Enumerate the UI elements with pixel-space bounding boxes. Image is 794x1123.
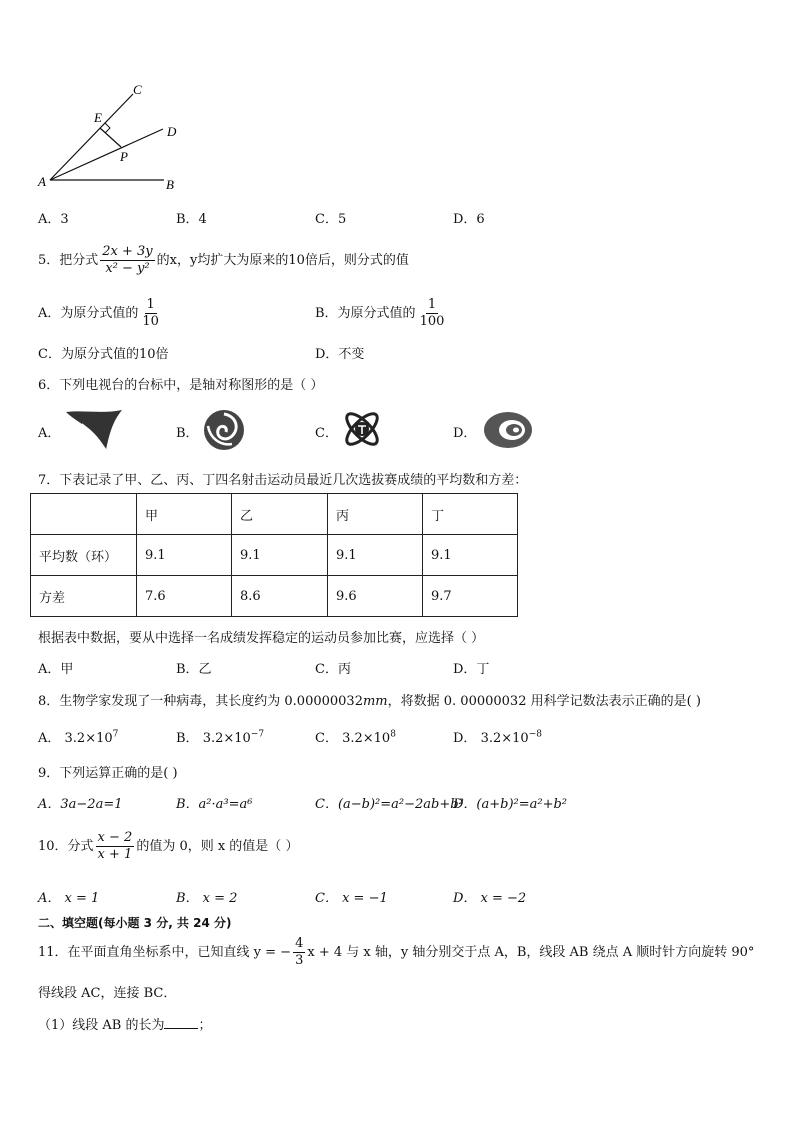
q8-stem-a: 8．生物学家发现了一种病毒，其长度约为 0.00000032	[38, 694, 363, 709]
q6-label-b[interactable]: B．	[176, 426, 199, 441]
q10-option-b[interactable]: B． x = 2	[176, 891, 238, 906]
q5-option-a[interactable]	[38, 297, 163, 330]
q6-label-d[interactable]: D．	[453, 426, 477, 441]
q10-frac-num: x − 2	[97, 830, 133, 845]
q11-line2: 得线段 AC，连接 BC．	[38, 986, 177, 1001]
q10-frac-den: x + 1	[97, 847, 133, 862]
logo-c-atom-icon	[339, 406, 385, 452]
q10-stem	[38, 830, 298, 863]
q10-option-c[interactable]: C． x = −1	[315, 891, 388, 906]
table-header-cell: 丁	[423, 494, 518, 535]
label-c: C	[133, 82, 142, 97]
q8-option-d-exp: −8	[528, 729, 542, 740]
q7-stem: 7．下表记录了甲、乙、丙、丁四名射击运动员最近几次选拔赛成绩的平均数和方差：	[38, 473, 528, 488]
table-row	[31, 535, 518, 576]
label-p: P	[120, 149, 128, 164]
q8-option-d-base: 3.2×10	[480, 731, 529, 746]
q11-part1: 11．在平面直角坐标系中，已知直线 y = −	[38, 945, 292, 960]
q7-follow: 根据表中数据，要从中选择一名成绩发挥稳定的运动员参加比赛，应选择（ ）	[38, 631, 485, 646]
q9-option-b[interactable]: B．a²·a³=a⁶	[176, 797, 253, 812]
q8-stem	[38, 690, 701, 709]
q5-option-a-text: A．为原分式值的	[38, 306, 139, 321]
q5-option-b-den: 100	[419, 314, 445, 329]
q9-stem: 9．下列运算正确的是( )	[38, 766, 178, 781]
table-header-cell: 乙	[232, 494, 328, 535]
geometry-figure	[30, 80, 190, 200]
table-cell: 9.7	[423, 576, 518, 617]
q6-label-a[interactable]: A．	[38, 426, 61, 441]
q9-option-a[interactable]: A．3a−2a=1	[38, 797, 123, 812]
section-title: 二、填空题(每小题 3 分, 共 24 分)	[38, 916, 232, 930]
label-a: A	[38, 174, 46, 189]
q10-prefix: 10．分式	[38, 839, 94, 854]
q8-option-a-label: A．	[38, 731, 61, 746]
q4-option-a[interactable]: A．3	[38, 212, 69, 227]
q5-option-b[interactable]	[315, 297, 448, 330]
q5-fraction	[100, 244, 154, 277]
table-cell: 9.1	[423, 535, 518, 576]
q11-frac-den: 3	[295, 953, 304, 968]
q10-option-d[interactable]: D． x = −2	[453, 891, 527, 906]
q11-frac-num: 4	[295, 936, 304, 951]
table-header-row	[31, 494, 518, 535]
q5-option-b-num: 1	[427, 297, 437, 312]
q5-frac-num: 2x + 3y	[102, 244, 153, 259]
answer-blank[interactable]	[164, 1016, 198, 1029]
q8-option-b-label: B．	[176, 731, 199, 746]
ray-ac	[50, 94, 133, 180]
q7-option-c[interactable]: C．丙	[315, 662, 351, 677]
q8-option-c-exp: 8	[390, 729, 396, 740]
table-cell: 9.1	[232, 535, 328, 576]
segment-ep	[100, 128, 121, 147]
q11-sub1-end: ；	[198, 1018, 212, 1033]
q5-option-a-frac	[140, 297, 161, 330]
table-header-cell: 丙	[328, 494, 423, 535]
q8-option-a-base: 3.2×10	[64, 731, 113, 746]
q11-line1	[38, 936, 754, 969]
q8-option-b-exp: −7	[250, 729, 265, 740]
q5-suffix: 的x，y均扩大为原来的10倍后，则分式的值	[156, 253, 409, 268]
score-table	[30, 493, 518, 617]
q8-option-b[interactable]	[176, 727, 264, 746]
q10-fraction	[96, 830, 135, 863]
ray-ad	[50, 129, 163, 180]
q8-option-c-base: 3.2×10	[342, 731, 391, 746]
q8-option-c-label: C．	[315, 731, 338, 746]
logo-a-icon	[64, 408, 124, 452]
q5-option-b-text: B．为原分式值的	[315, 306, 416, 321]
q4-option-c[interactable]: C．5	[315, 212, 347, 227]
logo-b-swirl-icon	[202, 408, 246, 452]
table-header-cell: 甲	[137, 494, 232, 535]
table-cell: 平均数（环）	[31, 535, 137, 576]
q8-option-d[interactable]	[453, 727, 542, 746]
q5-option-a-den: 10	[142, 314, 159, 329]
q7-option-d[interactable]: D．丁	[453, 662, 490, 677]
q10-suffix: 的值为 0，则 x 的值是（ ）	[136, 839, 299, 854]
q8-unit: mm	[362, 694, 388, 709]
q8-option-d-label: D．	[453, 731, 477, 746]
table-cell: 9.6	[328, 576, 423, 617]
q5-option-c[interactable]: C．为原分式值的10倍	[38, 347, 169, 362]
logo-d-rings-icon	[478, 406, 534, 450]
table-cell: 8.6	[232, 576, 328, 617]
table-cell	[31, 494, 137, 535]
table-row	[31, 576, 518, 617]
q11-sub1	[38, 1014, 212, 1033]
q4-option-d[interactable]: D．6	[453, 212, 485, 227]
q11-sub1-text: （1）线段 AB 的长为	[38, 1018, 165, 1033]
table-cell: 7.6	[137, 576, 232, 617]
q7-option-a[interactable]: A．甲	[38, 662, 74, 677]
q9-option-d[interactable]: D．(a+b)²=a²+b²	[453, 797, 568, 812]
q10-option-a[interactable]: A． x = 1	[38, 891, 100, 906]
q11-part2: x + 4 与 x 轴，y 轴分别交于点 A，B，线段 AB 绕点 A 顺时针方向旋转 90°	[307, 945, 755, 960]
q5-option-a-num: 1	[146, 297, 155, 312]
q8-option-c[interactable]	[315, 727, 396, 746]
q11-fraction	[293, 936, 305, 969]
q8-option-a-exp: 7	[112, 729, 119, 740]
label-b: B	[166, 177, 174, 192]
table-cell: 方差	[31, 576, 137, 617]
q9-option-c[interactable]: C．(a−b)²=a²−2ab+b²	[315, 797, 464, 812]
q5-option-b-frac	[418, 297, 447, 330]
q8-stem-b: ，将数据 0. 00000032 用科学记数法表示正确的是( )	[387, 694, 701, 709]
q8-option-a[interactable]	[38, 727, 118, 746]
q8-option-b-base: 3.2×10	[202, 731, 251, 746]
q5-stem	[38, 244, 409, 277]
table-cell: 9.1	[328, 535, 423, 576]
label-e: E	[94, 110, 102, 125]
q6-label-c[interactable]: C．	[315, 426, 338, 441]
q5-frac-den: x² − y²	[105, 261, 150, 276]
q6-stem: 6．下列电视台的台标中，是轴对称图形的是（ ）	[38, 378, 324, 393]
table-cell: 9.1	[137, 535, 232, 576]
q5-option-d[interactable]: D．不变	[315, 347, 365, 362]
right-angle-mark	[105, 123, 110, 133]
q5-prefix: 5．把分式	[38, 253, 99, 268]
q7-option-b[interactable]: B．乙	[176, 662, 212, 677]
label-d: D	[167, 124, 177, 139]
q4-option-b[interactable]: B．4	[176, 212, 207, 227]
